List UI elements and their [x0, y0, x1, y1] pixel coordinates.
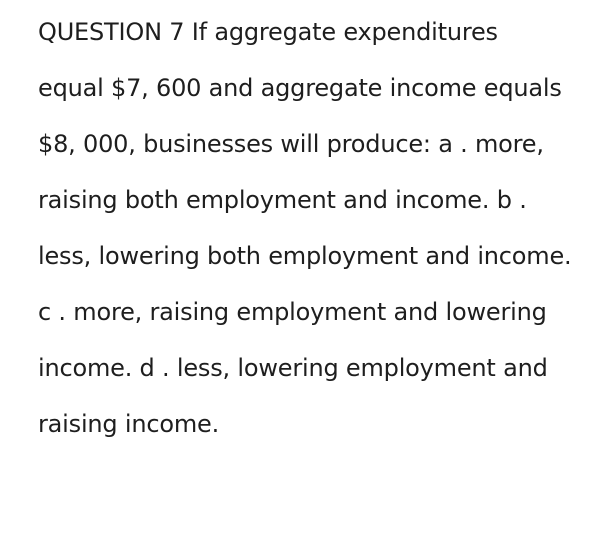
question-line-8: raising income. — [38, 410, 220, 438]
question-line-7: income. d . less, lowering employment and — [38, 354, 548, 382]
question-line-3: $8, 000, businesses will produce: a . more, — [38, 130, 544, 158]
question-line-4: raising both employment and income. b . — [38, 186, 527, 214]
question-line-1: QUESTION 7 If aggregate expenditures — [38, 18, 498, 46]
question-line-5: less, lowering both employment and income. — [38, 242, 572, 270]
question-line-2: equal $7, 600 and aggregate income equals — [38, 74, 562, 102]
question-line-6: c . more, raising employment and lowering — [38, 298, 547, 326]
